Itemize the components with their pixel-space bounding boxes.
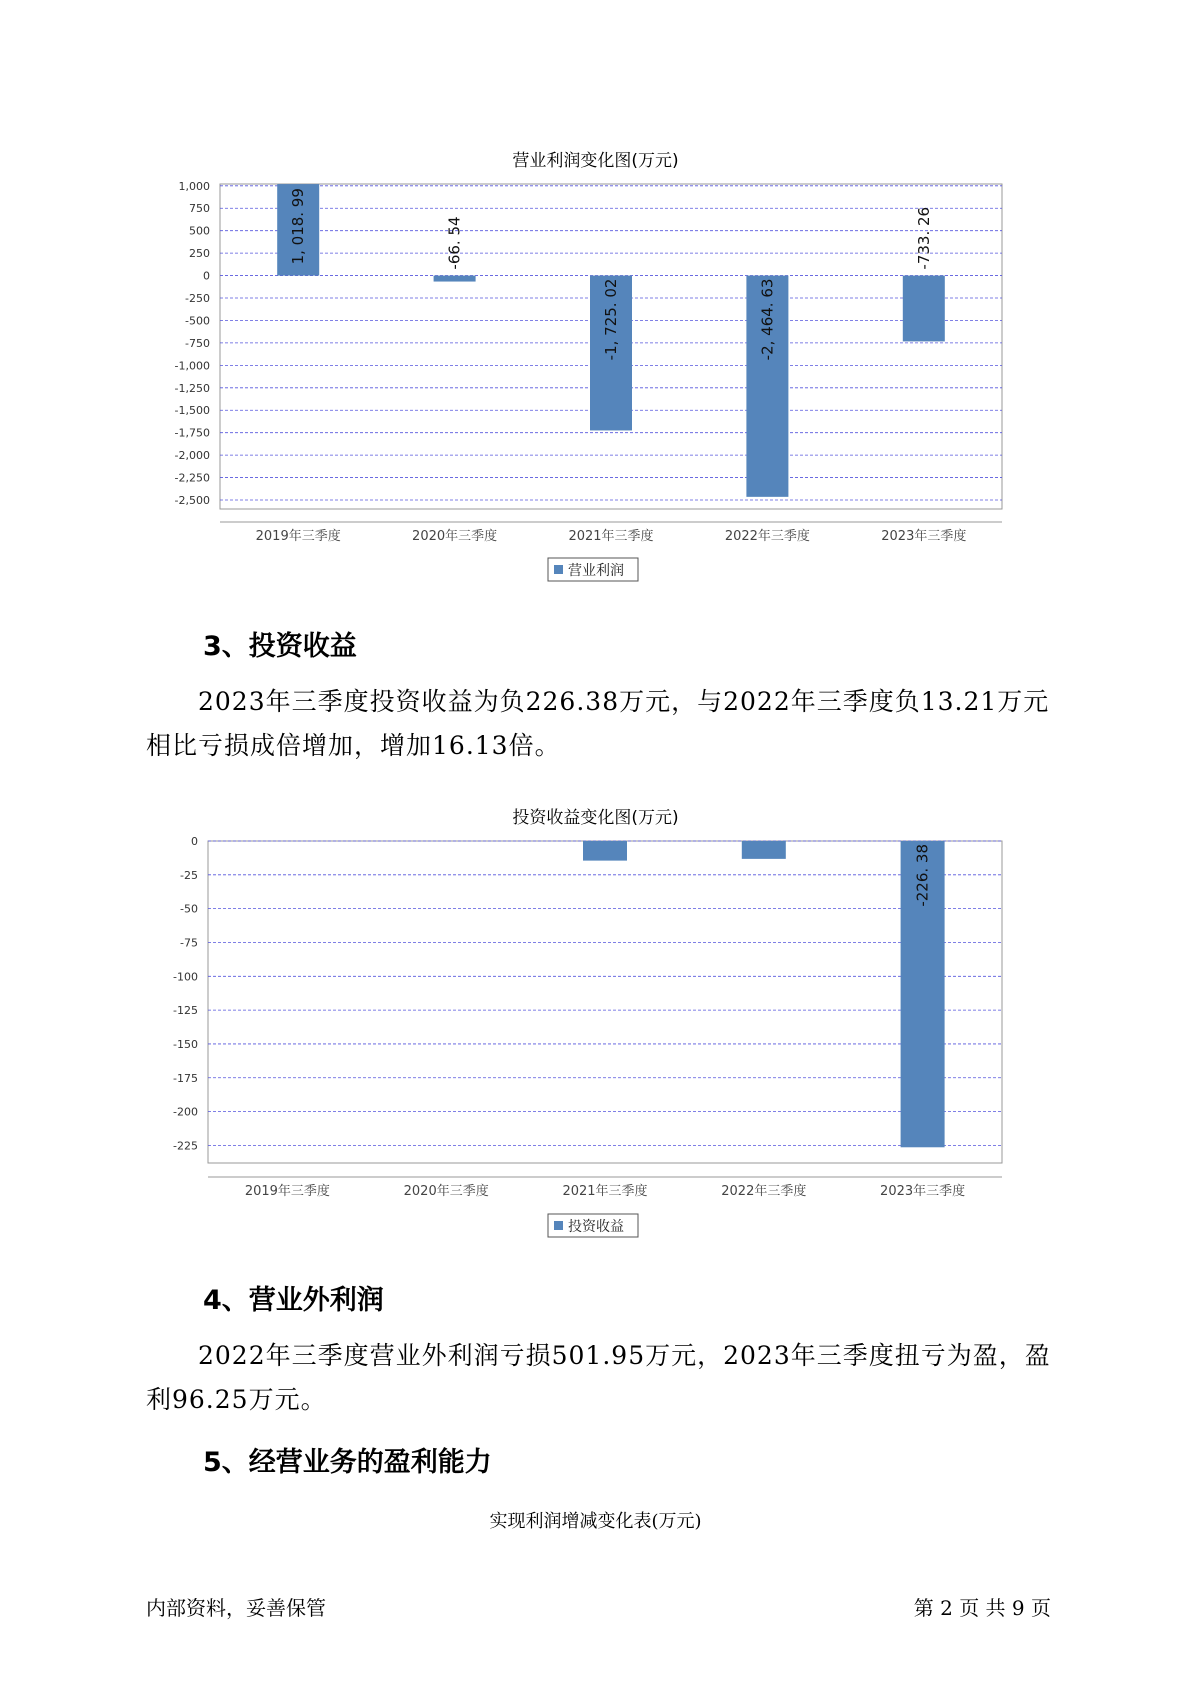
x-tick-label: 2020年三季度 — [412, 529, 498, 544]
bar — [742, 841, 786, 859]
y-tick-label: 0 — [191, 835, 198, 848]
x-tick-label: 2021年三季度 — [568, 529, 654, 544]
footer-confidential: 内部资料，妥善保管 — [146, 1596, 326, 1620]
section-3-paragraph: 2023年三季度投资收益为负226.38万元，与2022年三季度负13.21万元相比亏损成倍增加，增加16.13倍。 — [146, 687, 1050, 760]
data-label: -226. 38 — [913, 844, 932, 907]
data-label: -733. 26 — [914, 206, 933, 270]
y-tick-label: -25 — [180, 868, 198, 882]
data-label: -1, 725. 02 — [602, 278, 620, 361]
y-tick-label: -200 — [173, 1105, 198, 1119]
chart2-title: 投资收益变化图(万元) — [512, 808, 679, 828]
section-4-paragraph: 2022年三季度营业外利润亏损501.95万元，2023年三季度扭亏为盈，盈利96.25万元。 — [146, 1341, 1051, 1414]
bar — [583, 841, 627, 861]
plot-area — [208, 841, 1002, 1163]
y-tick-label: 750 — [189, 202, 210, 216]
y-tick-label: 0 — [203, 269, 210, 283]
x-tick-label: 2021年三季度 — [562, 1184, 648, 1199]
y-tick-label: -175 — [173, 1071, 198, 1085]
legend-label: 投资收益 — [568, 1219, 624, 1235]
data-label: 1, 018. 99 — [289, 188, 308, 265]
section-4-heading: 4、营业外利润 — [203, 1285, 384, 1316]
y-tick-label: -150 — [173, 1037, 198, 1051]
y-tick-label: 1,000 — [178, 179, 210, 193]
data-label: -66. 54 — [445, 216, 464, 270]
y-tick-label: -2,250 — [174, 471, 210, 485]
y-tick-label: -100 — [173, 970, 198, 984]
legend-label: 营业利润 — [568, 563, 624, 579]
x-tick-label: 2019年三季度 — [255, 529, 341, 544]
y-tick-label: -50 — [180, 902, 198, 916]
chart1-title: 营业利润变化图(万元) — [512, 151, 679, 171]
section-5-heading: 5、经营业务的盈利能力 — [203, 1447, 492, 1478]
y-tick-label: 500 — [189, 224, 210, 238]
y-tick-label: -1,000 — [174, 359, 210, 373]
y-tick-label: -2,000 — [174, 449, 210, 463]
y-tick-label: -1,500 — [174, 404, 210, 418]
y-tick-label: -225 — [173, 1139, 198, 1153]
y-tick-label: 250 — [189, 247, 210, 261]
y-tick-label: -250 — [185, 292, 210, 306]
y-tick-label: -125 — [173, 1004, 198, 1018]
x-tick-label: 2023年三季度 — [880, 1184, 966, 1199]
x-tick-label: 2022年三季度 — [721, 1184, 807, 1199]
y-tick-label: -1,250 — [174, 381, 210, 395]
y-tick-label: -750 — [185, 336, 210, 350]
y-tick-label: -1,750 — [174, 426, 210, 440]
x-tick-label: 2023年三季度 — [881, 529, 967, 544]
x-tick-label: 2022年三季度 — [724, 529, 810, 544]
legend-swatch — [554, 1221, 563, 1230]
section-3-heading: 3、投资收益 — [203, 631, 357, 662]
y-tick-label: -75 — [180, 936, 198, 950]
footer-page-number: 第 2 页 共 9 页 — [913, 1596, 1051, 1620]
x-tick-label: 2019年三季度 — [244, 1184, 330, 1199]
y-tick-label: -500 — [185, 314, 210, 328]
table-caption: 实现利润增减变化表(万元) — [489, 1511, 702, 1532]
data-label: -2, 464. 63 — [758, 278, 777, 361]
x-tick-label: 2020年三季度 — [403, 1184, 489, 1199]
y-tick-label: -2,500 — [174, 494, 210, 508]
